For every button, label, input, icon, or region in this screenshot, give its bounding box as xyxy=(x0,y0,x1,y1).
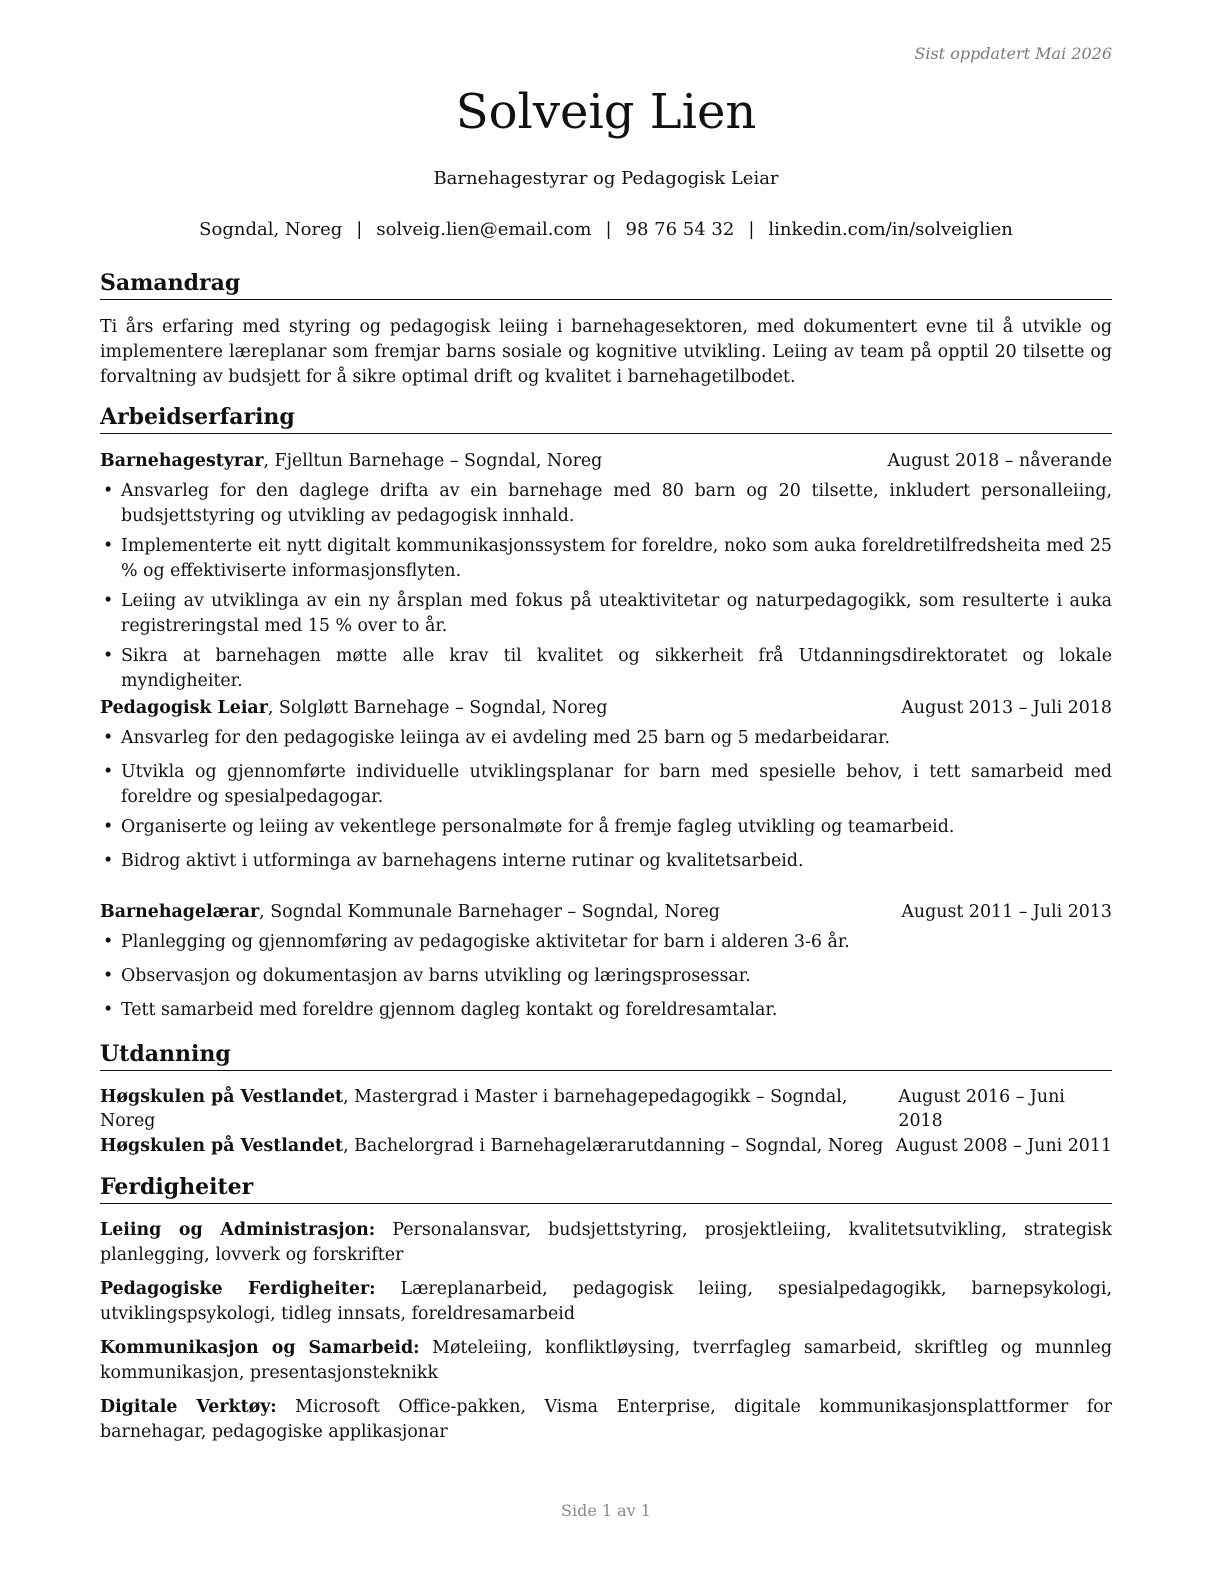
job-bullet: • Tett samarbeid med foreldre gjennom dagleg kontakt og foreldresamtalar. xyxy=(100,998,1112,1023)
job-employer: , Sogndal Kommunale Barnehager – Sogndal, Noreg xyxy=(259,902,720,922)
candidate-name: Solveig Lien xyxy=(455,84,757,140)
education-degree: , Mastergrad i Master i barnehagepedagogikk – Sogndal, Noreg xyxy=(100,1087,848,1131)
section-title-summary: Samandrag xyxy=(100,269,1112,300)
contact-email[interactable]: solveig.lien@email.com xyxy=(376,219,592,240)
job-header xyxy=(100,900,1112,924)
skill-label: Pedagogiske Ferdigheiter: xyxy=(100,1279,376,1299)
education-school: Høgskulen på Vestlandet xyxy=(100,1136,344,1156)
job-bullets xyxy=(100,479,1112,694)
candidate-title: Barnehagestyrar og Pedagogisk Leiar xyxy=(433,168,779,189)
job-dates: August 2018 – nåverande xyxy=(887,451,1112,471)
job-bullet: • Ansvarleg for den pedagogiske leiinga av ei avdeling med 25 barn og 5 medarbeidarar. xyxy=(100,726,1112,751)
job-bullet: • Bidrog aktivt i utforminga av barnehagens interne rutinar og kvalitetsarbeid. xyxy=(100,849,1112,874)
education-entry xyxy=(100,1085,1112,1133)
contact-location: Sogndal, Noreg xyxy=(199,219,343,240)
job-header xyxy=(100,449,1112,473)
contact-linkedin[interactable]: linkedin.com/in/solveiglien xyxy=(768,219,1013,240)
skill-text: Microsoft Office-pakken, Visma Enterprise, digitale kommunikasjonsplattformer for barnehagar, pedagogiske applikasjonar xyxy=(100,1397,1113,1442)
skill-group xyxy=(100,1336,1112,1386)
skill-text: Læreplanarbeid, pedagogisk leiing, spesialpedagogikk, barnepsykologi, utviklingspsykologi, tidleg innsats, foreldresamarbeid xyxy=(100,1279,1112,1324)
skill-label: Leiing og Administrasjon: xyxy=(100,1220,376,1240)
last-updated: Sist oppdatert Mai 2026 xyxy=(914,44,1112,63)
job-bullet: • Observasjon og dokumentasjon av barns utvikling og læringsprosessar. xyxy=(100,964,1112,989)
skill-group xyxy=(100,1218,1112,1268)
job-role: Barnehagelærar xyxy=(100,902,260,922)
job-bullets xyxy=(100,930,1112,1023)
job-employer: , Fjelltun Barnehage – Sogndal, Noreg xyxy=(263,451,603,471)
section-title-experience: Arbeidserfaring xyxy=(100,403,1112,434)
job-bullet: • Sikra at barnehagen møtte alle krav til kvalitet og sikkerheit frå Utdanningsdirektoratet og lokale myndigheiter. xyxy=(100,644,1112,694)
resume-page xyxy=(100,0,1112,1584)
contact-separator: | xyxy=(748,219,755,240)
contact-line xyxy=(100,219,1112,240)
contact-phone: 98 76 54 32 xyxy=(625,219,735,240)
education-dates: August 2016 – Juni 2018 xyxy=(898,1087,1065,1131)
job-bullet: • Planlegging og gjennomføring av pedagogiske aktivitetar for barn i alderen 3-6 år. xyxy=(100,930,1112,955)
job-bullet: • Implementerte eit nytt digitalt kommunikasjonssystem for foreldre, noko som auka foreldretilfredsheita med 25 % og effektiviserte informasjonsflyten. xyxy=(100,534,1112,584)
skill-group xyxy=(100,1277,1112,1327)
job-employer: , Solgløtt Barnehage – Sogndal, Noreg xyxy=(267,698,608,718)
job-bullet: • Leiing av utviklinga av ein ny årsplan med fokus på uteaktivitetar og naturpedagogikk, som resulterte i auka registreringstal med 15 % over to år. xyxy=(100,589,1112,639)
job-header xyxy=(100,696,1112,720)
job-bullet: • Utvikla og gjennomførte individuelle utviklingsplanar for barn med spesielle behov, i tett samarbeid med foreldre og spesialpedagogar. xyxy=(100,760,1112,810)
job-dates: August 2013 – Juli 2018 xyxy=(901,698,1112,718)
contact-separator: | xyxy=(356,219,363,240)
job-role: Pedagogisk Leiar xyxy=(100,698,268,718)
education-entry xyxy=(100,1134,1112,1158)
skill-group xyxy=(100,1395,1112,1445)
section-title-skills: Ferdigheiter xyxy=(100,1173,1112,1204)
summary-text: Ti års erfaring med styring og pedagogisk leiing i barnehagesektoren, med dokumentert evne til å utvikle og implementere læreplanar som fremjar barns sosiale og kognitive utvikling. Leiing av team på opptil 20 tilsette og forvaltning av budsjett for å sikre optimal drift og kvalitet i barnehagetilbodet. xyxy=(100,317,1112,387)
page-number: Side 1 av 1 xyxy=(561,1501,651,1520)
skill-text: Møteleiing, konfliktløysing, tverrfagleg samarbeid, skriftleg og munnleg kommunikasjon, presentasjonsteknikk xyxy=(100,1338,1112,1383)
education-school: Høgskulen på Vestlandet xyxy=(100,1087,344,1107)
job-bullet: • Organiserte og leiing av vekentlege personalmøte for å fremje fagleg utvikling og teamarbeid. xyxy=(100,815,1112,840)
skill-label: Digitale Verktøy: xyxy=(100,1397,277,1417)
skill-text: Personalansvar, budsjettstyring, prosjektleiing, kvalitetsutvikling, strategisk planlegging, lovverk og forskrifter xyxy=(100,1220,1112,1265)
education-degree: , Bachelorgrad i Barnehagelærarutdanning – Sogndal, Noreg xyxy=(343,1136,884,1156)
job-dates: August 2011 – Juli 2013 xyxy=(901,902,1112,922)
contact-separator: | xyxy=(605,219,612,240)
job-bullet: • Ansvarleg for den daglege drifta av ein barnehage med 80 barn og 20 tilsette, inkludert personalleiing, budsjettstyring og utvikling av pedagogisk innhald. xyxy=(100,479,1112,529)
education-dates: August 2008 – Juni 2011 xyxy=(895,1136,1112,1156)
job-role: Barnehagestyrar xyxy=(100,451,264,471)
job-bullets xyxy=(100,726,1112,874)
section-title-education: Utdanning xyxy=(100,1040,1112,1071)
skill-label: Kommunikasjon og Samarbeid: xyxy=(100,1338,420,1358)
